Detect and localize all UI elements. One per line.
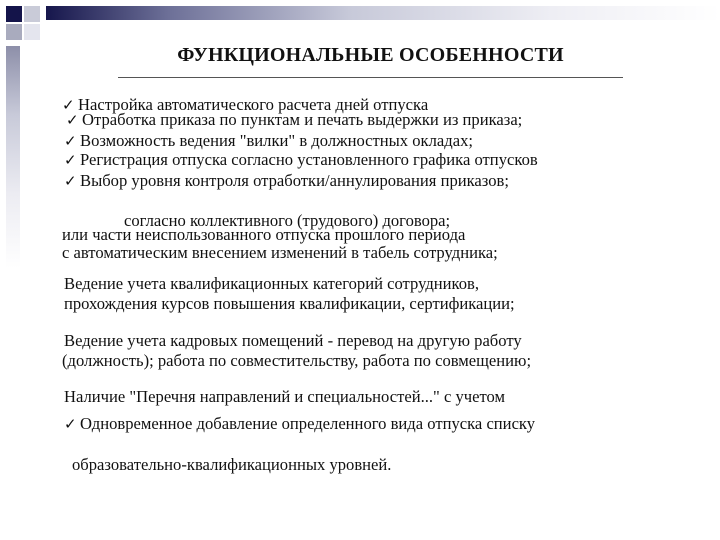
feature-item [64,133,473,150]
feature-text: Выбор уровня контроля отработки/аннулирования приказов; [80,171,509,190]
feature-text: Отработка приказа по пунктам и печать выдержки из приказа; [82,110,523,129]
decor-gradient-bar-left [6,46,20,540]
text-line: Наличие "Перечня направлений и специальностей..." с учетом [64,387,506,406]
feature-text: Настройка автоматического расчета дней отпуска [78,95,429,114]
text-line: с автоматическим внесением изменений в табель сотрудника; [62,243,498,262]
feature-item [66,112,522,129]
checkmark-icon: ✓ [64,172,77,190]
checkmark-icon: ✓ [66,111,79,129]
text-line: образовательно-квалификационных уровней. [72,455,392,474]
title-underline [118,77,623,78]
decor-gradient-bar-top [46,6,720,20]
text-line: согласно коллективного (трудового) договора; [124,211,451,230]
checkmark-icon: ✓ [64,415,77,433]
decor-square-mid [6,24,22,40]
text-line: или части неиспользованного отпуска прошлого периода [62,225,466,244]
checkmark-icon: ✓ [64,151,77,169]
decor-square-light [24,6,40,22]
feature-item [64,152,538,169]
feature-text: Регистрация отпуска согласно установленного графика отпусков [80,150,538,169]
text-line: Ведение учета кадровых помещений - перевод на другую работу [64,331,522,350]
checkmark-icon: ✓ [64,132,77,150]
text-line: Ведение учета квалификационных категорий сотрудников, [64,274,480,293]
text-line: прохождения курсов повышения квалификации, сертификации; [64,294,515,313]
feature-text: Одновременное добавление определенного вида отпуска списку [80,414,536,433]
checkmark-icon: ✓ [62,96,75,114]
feature-text: Возможность ведения "вилки" в должностных окладах; [80,131,473,150]
feature-item [64,416,535,433]
feature-item [64,173,509,190]
decor-square-dark [6,6,22,22]
page-title: ФУНКЦИОНАЛЬНЫЕ ОСОБЕННОСТИ [177,44,564,66]
decor-square-pale [24,24,40,40]
text-line: (должность); работа по совместительству, работа по совмещению; [62,351,532,370]
